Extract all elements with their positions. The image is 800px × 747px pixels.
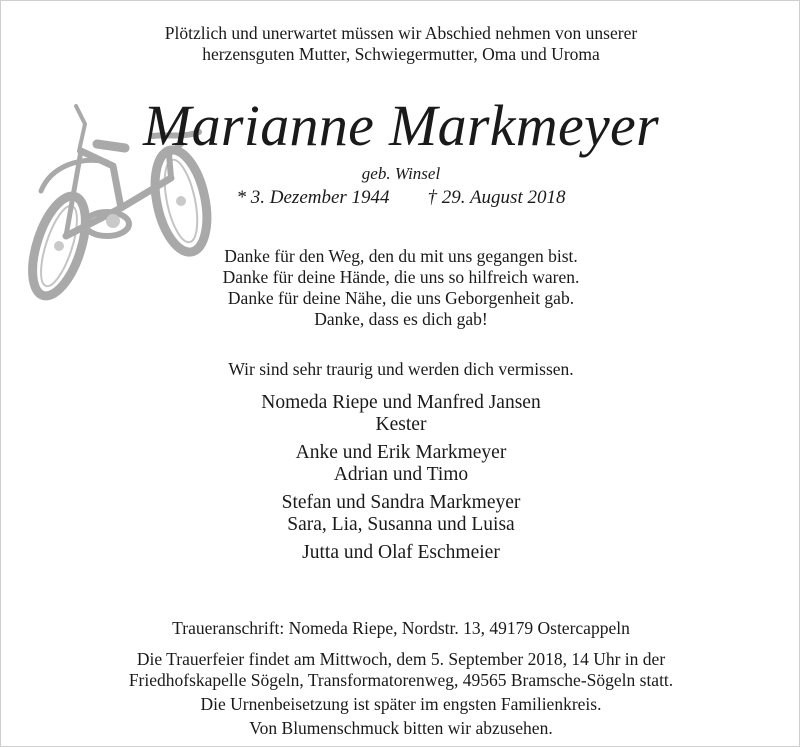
family-list (1, 392, 800, 570)
death-date: † 29. August 2018 (427, 187, 566, 208)
family-group: Anke und Erik Markmeyer Adrian und Timo (295, 442, 507, 485)
service-info: Die Trauerfeier findet am Mittwoch, dem 5. September 2018, 14 Uhr in der Friedhofskapelle Sögeln, Transformatorenweg, 49565 Bramsche-Sögeln statt. Die Urnenbeisetzung ist später im engsten Familienkreis. Von Blumenschmuck bitten wir abzusehen. (128, 649, 674, 738)
mourning-address: Traueranschrift: Nomeda Riepe, Nordstr. 13, 49179 Ostercappeln (172, 618, 630, 638)
closing-line: Wir sind sehr traurig und werden dich vermissen. (228, 359, 574, 379)
birth-date: * 3. Dezember 1944 (236, 187, 390, 208)
family-group: Stefan und Sandra Markmeyer Sara, Lia, Susanna und Luisa (281, 492, 521, 535)
intro-text: Plötzlich und unerwartet müssen wir Abschied nehmen von unserer herzensguten Mutter, Schwiegermutter, Oma und Uroma (164, 23, 638, 64)
life-dates (1, 187, 800, 209)
deceased-name: Marianne Markmeyer (143, 93, 659, 158)
family-group: Jutta und Olaf Eschmeier (302, 542, 500, 563)
birth-name: geb. Winsel (361, 164, 441, 183)
family-group: Nomeda Riepe und Manfred Jansen Kester (261, 392, 541, 435)
poem: Danke für den Weg, den du mit uns gegangen bist. Danke für deine Hände, die uns so hilfreich waren. Danke für deine Nähe, die uns Geborgenheit gab. Danke, dass es dich gab! (222, 246, 580, 329)
